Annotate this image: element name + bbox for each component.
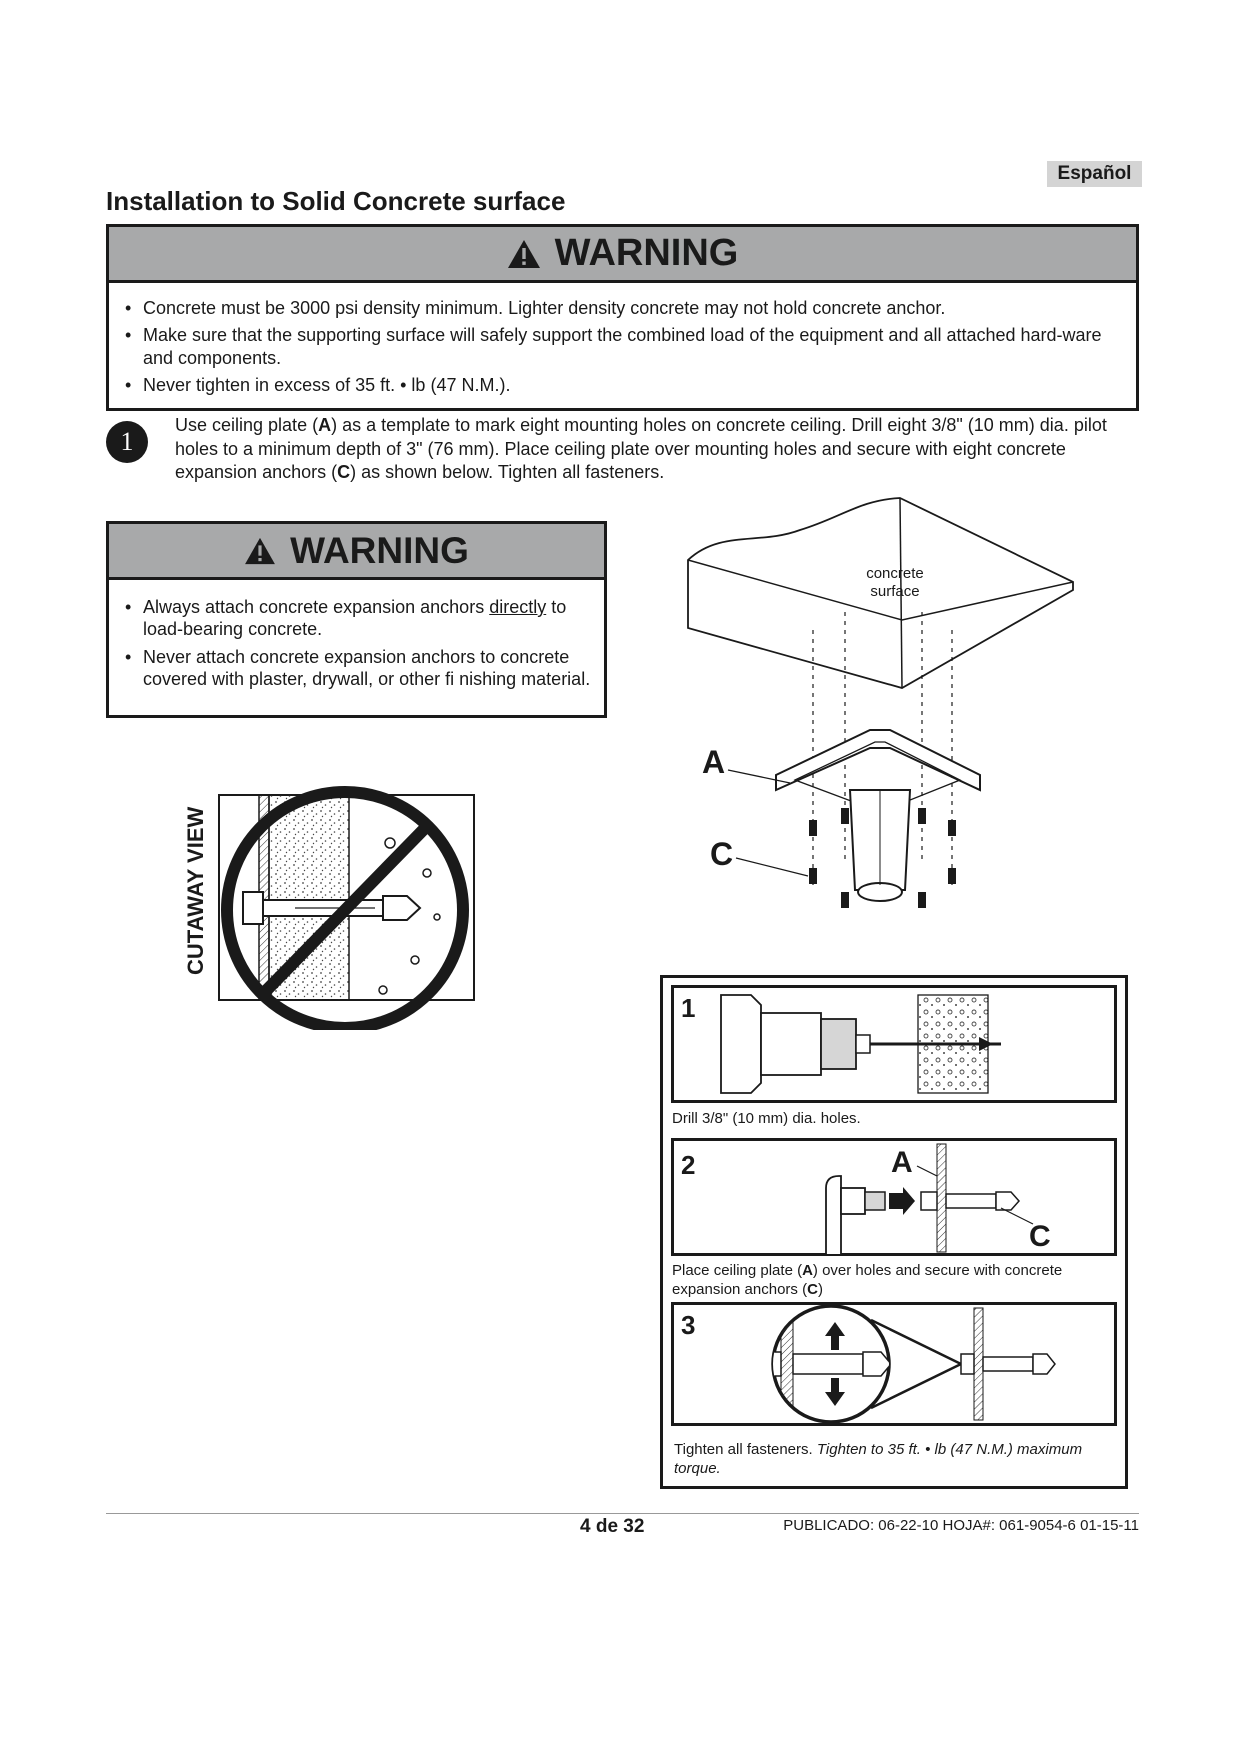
label-a-ceiling-plate: A bbox=[891, 1146, 913, 1179]
cutaway-view-label: CUTAWAY VIEW bbox=[183, 806, 208, 975]
publication-info: PUBLICADO: 06-22-10 HOJA#: 061-9054-6 01-15-11 bbox=[783, 1517, 1139, 1534]
panel-number: 2 bbox=[681, 1150, 696, 1180]
label-c-anchor: C bbox=[1029, 1220, 1051, 1253]
warning-box-anchors bbox=[106, 521, 607, 718]
warning-item: • Make sure that the supporting surface will safely support the combined load of the equipment and all attached hard-ware and components. bbox=[113, 324, 1124, 370]
warning-item: • Never attach concrete expansion anchors to concrete covered with plaster, drywall, or other fi nishing material. bbox=[113, 646, 594, 690]
page-title: Installation to Solid Concrete surface bbox=[106, 186, 566, 216]
panel-drill bbox=[671, 985, 1117, 1103]
warning-title: WARNING bbox=[290, 529, 469, 571]
step-instructions: Use ceiling plate (A) as a template to mark eight mounting holes on concrete ceiling. Drill eight 3/8" (10 mm) dia. pilot holes to a minimum depth of 3" (76 mm). Place ceiling plate over mounting holes and secure with eight concrete expansion anchors (C) as shown below. Tighten all fasteners. bbox=[175, 415, 1107, 482]
warning-header bbox=[109, 227, 1136, 283]
warning-header bbox=[109, 524, 604, 580]
footer-divider bbox=[106, 1513, 1139, 1514]
cutaway-prohibited-illustration bbox=[175, 755, 485, 1030]
panel-caption: Place ceiling plate (A) over holes and secure with concrete expansion anchors (C) bbox=[672, 1262, 1063, 1298]
panel-tighten bbox=[671, 1302, 1117, 1426]
page-number: 4 de 32 bbox=[580, 1516, 645, 1537]
concrete-surface-label: surface bbox=[870, 583, 920, 600]
language-tab: Español bbox=[1047, 161, 1142, 187]
warning-triangle-icon bbox=[507, 239, 541, 269]
panel-number: 1 bbox=[681, 993, 696, 1023]
panel-number: 3 bbox=[681, 1310, 696, 1340]
ceiling-plate-diagram bbox=[680, 490, 1080, 930]
warning-title: WARNING bbox=[554, 232, 739, 274]
warning-box-general bbox=[106, 224, 1139, 411]
label-c-anchor: C bbox=[710, 836, 734, 872]
panel-caption: Tighten all fasteners. Tighten to 35 ft. • lb (47 N.M.) maximum torque. bbox=[674, 1441, 1083, 1477]
warning-triangle-icon bbox=[244, 537, 276, 565]
label-a-ceiling-plate: A bbox=[702, 744, 726, 780]
warning-item: • Always attach concrete expansion anchors directly to load-bearing concrete. bbox=[113, 596, 594, 640]
step-number-badge: 1 bbox=[106, 421, 148, 463]
panel-caption: Drill 3/8" (10 mm) dia. holes. bbox=[672, 1110, 861, 1127]
warning-item: • Never tighten in excess of 35 ft. • lb (47 N.M.). bbox=[113, 374, 1124, 397]
panel-place-plate bbox=[671, 1138, 1117, 1256]
concrete-surface-label: concrete bbox=[866, 565, 924, 582]
warning-item: • Concrete must be 3000 psi density minimum. Lighter density concrete may not hold concrete anchor. bbox=[113, 297, 1124, 320]
